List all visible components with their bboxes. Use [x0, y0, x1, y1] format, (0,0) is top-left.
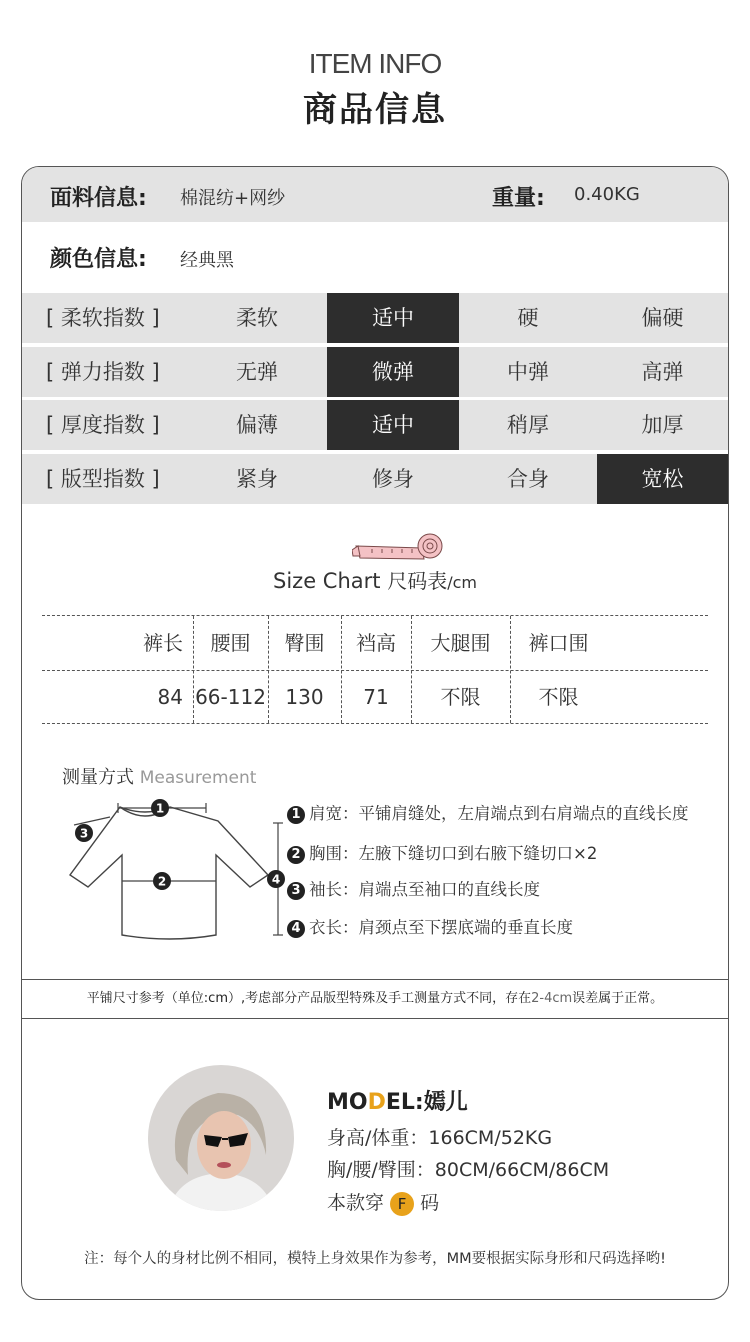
measurement-item [287, 876, 540, 900]
index-row [22, 400, 728, 450]
measurement-text: 肩宽：平铺肩缝处，左肩端点到右肩端点的直线长度 [309, 804, 689, 823]
item-info-title-en: ITEM INFO [308, 48, 442, 79]
size-value-cell: 84 [157, 685, 183, 709]
model-measurements: 胸/腰/臀围：80CM/66CM/86CM [327, 1159, 610, 1181]
measurement-number-badge: 4 [287, 920, 305, 938]
weight-value: 0.40KG [574, 184, 640, 205]
index-option: 修身 [372, 466, 414, 491]
wear-prefix: 本款穿 [327, 1192, 385, 1214]
color-row [22, 222, 728, 292]
model-label-part1: MO [327, 1090, 368, 1115]
size-value-cell: 130 [285, 685, 324, 709]
index-option: 中弹 [507, 359, 549, 384]
measurement-text: 胸围：左腋下缝切口到右腋下缝切口×2 [309, 844, 598, 863]
measurement-title-en: Measurement [139, 768, 257, 788]
index-option: 偏薄 [236, 413, 278, 437]
svg-text:3: 3 [79, 826, 89, 841]
index-row-label: [ 厚度指数 ] [46, 413, 160, 437]
measurement-number-badge: 1 [287, 806, 305, 824]
size-chart-title-zh: 尺码表 [387, 569, 448, 593]
index-row-label: [ 弹力指数 ] [46, 359, 160, 384]
measurement-item [287, 840, 597, 864]
index-option: 稍厚 [507, 413, 549, 437]
fabric-value: 棉混纺+网纱 [180, 188, 286, 209]
measurement-note [22, 979, 728, 1019]
size-table [42, 615, 708, 724]
size-value-cell: 71 [363, 685, 389, 709]
index-option: 柔软 [236, 306, 278, 330]
measurement-text: 袖长：肩端点至袖口的直线长度 [309, 880, 540, 899]
measurement-number-badge: 2 [287, 846, 305, 864]
measurement-text: 衣长：肩颈点至下摆底端的垂直长度 [309, 918, 573, 937]
product-info-card [21, 166, 729, 1300]
index-row [22, 347, 728, 397]
size-header-cell: 臀围 [284, 631, 325, 655]
model-name-value: 嫣儿 [423, 1090, 468, 1115]
color-value: 经典黑 [180, 250, 234, 271]
index-row-label: [ 柔软指数 ] [46, 306, 160, 330]
size-value-cell: 不限 [440, 685, 481, 709]
index-option: 合身 [507, 466, 549, 491]
index-option: 高弹 [641, 359, 684, 384]
model-avatar [148, 1065, 294, 1211]
model-label-accent: D [367, 1090, 386, 1115]
size-header-cell: 大腿围 [430, 631, 491, 655]
index-option: 无弹 [236, 359, 278, 384]
size-header-cell: 腰围 [210, 631, 251, 655]
size-header-cell: 裤长 [143, 631, 183, 655]
wear-suffix: 码 [420, 1192, 440, 1214]
weight-label: 重量: [492, 186, 545, 211]
svg-text:4: 4 [271, 872, 281, 887]
note-text-3: 误差属于正常。 [572, 991, 664, 1006]
shirt-diagram-icon [50, 795, 290, 945]
measurement-item [287, 800, 689, 824]
index-row-label: [ 版型指数 ] [46, 466, 160, 491]
size-value-cell: 66-112 [195, 685, 266, 709]
item-info-title-zh: 商品信息 [303, 90, 447, 130]
index-option: 硬 [517, 306, 539, 330]
index-row [22, 293, 728, 343]
size-badge: F [390, 1192, 414, 1216]
measurement-title [62, 763, 256, 789]
index-option: 加厚 [641, 413, 684, 437]
measurement-item [287, 914, 573, 938]
measurement-number-badge: 3 [287, 882, 305, 900]
index-option-selected: 宽松 [597, 454, 728, 504]
measuring-tape-icon [352, 532, 448, 564]
fabric-label: 面料信息: [50, 186, 147, 211]
color-label: 颜色信息: [50, 247, 147, 272]
model-height-weight: 身高/体重：166CM/52KG [327, 1127, 553, 1149]
model-label-part2: EL: [385, 1090, 424, 1115]
svg-text:2: 2 [157, 874, 167, 889]
index-option-selected: 微弹 [327, 347, 459, 397]
index-row [22, 454, 728, 504]
svg-text:1: 1 [155, 801, 165, 816]
fabric-row [22, 167, 728, 222]
measurement-title-zh: 测量方式 [62, 767, 134, 788]
size-chart-title-en: Size Chart [273, 569, 381, 593]
model-name [327, 1085, 468, 1116]
note-text-1: 平铺尺寸参考（单位:cm）,考虑部分产品版型特殊及手工测量方式不同，存在 [86, 991, 532, 1006]
note-text-2: 2-4cm [531, 991, 573, 1006]
size-chart-title [22, 565, 728, 594]
model-note: 注：每个人的身材比例不相同，模特上身效果作为参考，MM要根据实际身形和尺码选择哟! [84, 1251, 666, 1267]
index-option: 偏硬 [641, 306, 684, 330]
size-header-cell: 裤口围 [528, 631, 589, 655]
size-value-cell: 不限 [538, 685, 579, 709]
index-option-selected: 适中 [327, 293, 459, 343]
size-header-cell: 裆高 [356, 631, 396, 655]
size-chart-unit: /cm [447, 573, 477, 592]
index-option-selected: 适中 [327, 400, 459, 450]
model-wear-size [327, 1188, 439, 1216]
index-option: 紧身 [236, 466, 278, 491]
